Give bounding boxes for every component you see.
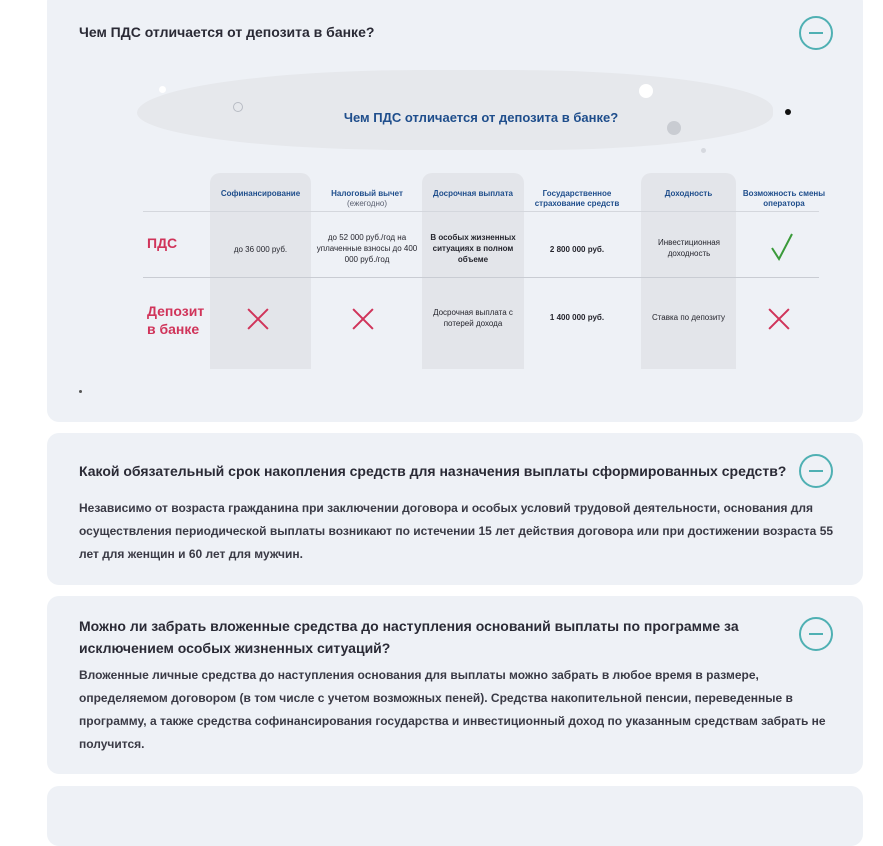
decor-dot — [159, 86, 166, 93]
infographic-title: Чем ПДС отличается от депозита в банке? — [343, 110, 619, 125]
table-cell: 1 400 000 руб. — [549, 313, 605, 322]
faq-item-4 — [47, 786, 863, 846]
column-header-early-payout: Досрочная выплата — [433, 189, 513, 198]
row-label-pds: ПДС — [147, 235, 178, 251]
table-cell: до 52 000 руб./год на уплаченные взносы до 400 000 руб./год — [316, 233, 418, 264]
faq-question-1[interactable]: Чем ПДС отличается от депозита в банке? — [79, 24, 375, 40]
comparison-infographic — [93, 68, 829, 373]
column-header-yield: Доходность — [664, 189, 713, 198]
table-cell: 2 800 000 руб. — [549, 245, 605, 254]
cross-icon — [246, 307, 270, 331]
faq-answer-2: Независимо от возраста гражданина при заключении договора и особых условий трудовой деятельности, основания для осуществления периодической выплаты возникают по истечении 15 лет действия договора или при достижении возраста 55 лет для женщин и 60 лет для мужчин. — [79, 501, 834, 561]
faq-item-2 — [47, 433, 863, 585]
column-header-state-insurance: Государственное страхование средств — [534, 189, 620, 208]
collapse-icon[interactable] — [799, 16, 833, 50]
column-highlight — [422, 173, 524, 369]
table-cell: Инвестиционная доходность — [657, 238, 721, 258]
column-highlight — [641, 173, 736, 369]
decor-dot — [79, 390, 82, 393]
column-highlight — [210, 173, 311, 369]
cross-icon — [351, 307, 375, 331]
collapse-icon[interactable] — [799, 454, 833, 488]
column-header-operator-change: Возможность смены оператора — [742, 189, 826, 208]
row-label-bank-deposit: Депозит в банке — [147, 303, 205, 337]
decor-dot — [701, 148, 706, 153]
column-header-tax-deduction: Налоговый вычет (ежегодно) — [331, 189, 403, 208]
decor-dot — [639, 84, 653, 98]
faq-question-2[interactable]: Какой обязательный срок накопления средств для назначения выплаты сформированных средств? — [79, 463, 787, 479]
collapse-icon[interactable] — [799, 617, 833, 651]
faq-item-3 — [47, 596, 863, 774]
cross-icon — [767, 307, 791, 331]
faq-question-3[interactable]: Можно ли забрать вложенные средства до наступления оснований выплаты по программе за исключением особых жизненных ситуаций? — [79, 618, 739, 656]
table-cell: Досрочная выплата с потерей дохода — [433, 308, 513, 328]
check-icon — [770, 232, 794, 262]
column-header-cofinancing: Софинансирование — [220, 189, 301, 198]
table-cell: до 36 000 руб. — [233, 245, 288, 254]
table-cell: В особых жизненных ситуациях в полном объеме — [430, 233, 516, 264]
header-divider — [143, 211, 819, 212]
row-divider — [143, 277, 819, 278]
faq-answer-3: Вложенные личные средства до наступления основания для выплаты можно забрать в любое время в размере, определяемом договором (в том числе с учетом возможных пеней). Средства накопительной пенсии, переведенные в программу, а также средства софинансирования государства и инвестиционный доход по указанным средствам забрать не получится. — [79, 668, 826, 751]
faq-item-1 — [47, 0, 863, 422]
table-cell: Ставка по депозиту — [651, 313, 726, 322]
